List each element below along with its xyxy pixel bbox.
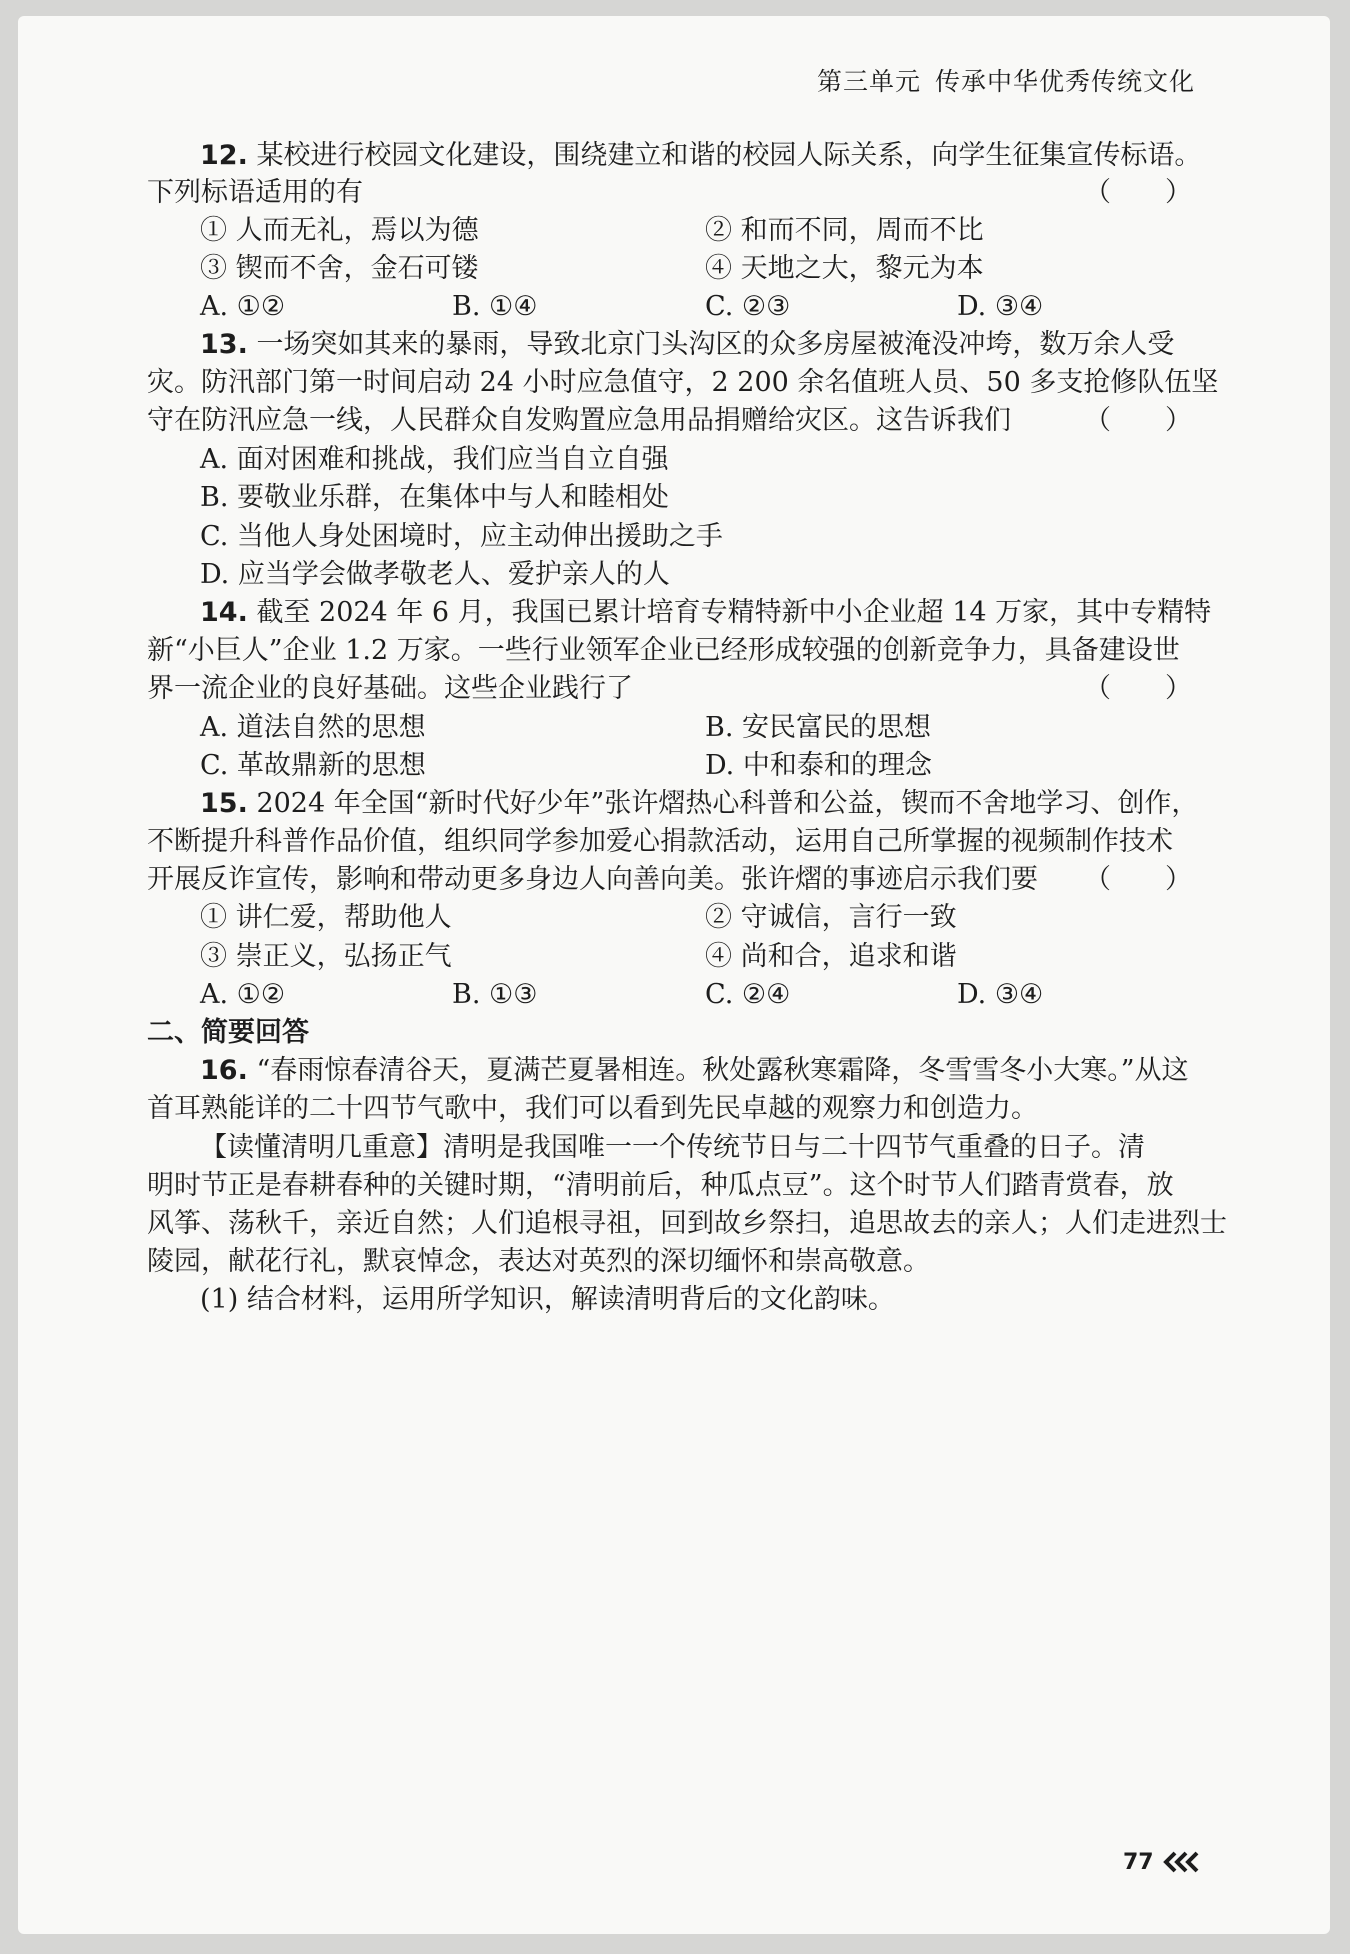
- q15-stem-line2: [147, 822, 1192, 862]
- page-number: 77: [1123, 1850, 1154, 1875]
- q16-subquestion-1: (1) 结合材料，运用所学知识，解读清明背后的文化韵味。: [200, 1284, 895, 1315]
- option-c: C. ②③: [705, 291, 791, 322]
- answer-blank: （ ）: [1084, 405, 1192, 436]
- q15-statements-row1: [200, 898, 1245, 938]
- q14-stem-line1: [200, 593, 1245, 633]
- q13-stem-line2: [147, 363, 1219, 403]
- statement-3: ③ 崇正义，弘扬正气: [200, 941, 452, 972]
- q12-stem-line1: [200, 136, 1245, 176]
- q16-stem-line1: [200, 1051, 1245, 1091]
- option-b: B. ①④: [452, 291, 538, 322]
- answer-blank: （ ）: [1084, 864, 1192, 895]
- option-d: D. ③④: [957, 291, 1044, 322]
- q15-stem-text: 2024 年全国“新时代好少年”张许熠热心科普和公益，锲而不舍地学习、创作，: [256, 788, 1199, 819]
- q13-option-c: C. 当他人身处困境时，应主动伸出援助之手: [200, 521, 723, 552]
- q15-stem-line3: [147, 860, 1192, 900]
- unit-title: 传承中华优秀传统文化: [934, 67, 1195, 96]
- triple-chevron-left-icon: [1163, 1851, 1203, 1873]
- q15-stem-text3: 开展反诈宣传，影响和带动更多身边人向善向美。张许熠的事迹启示我们要: [147, 864, 1038, 895]
- q14-stem-line3: [147, 669, 1192, 709]
- q13-stem-text3: 守在防汛应急一线，人民群众自发购置应急用品捐赠给灾区。这告诉我们: [147, 405, 1011, 436]
- statement-4: ④ 天地之大，黎元为本: [705, 253, 984, 284]
- statement-3: ③ 锲而不舍，金石可镂: [200, 253, 479, 284]
- q14-stem-text: 截至 2024 年 6 月，我国已累计培育专精特新中小企业超 14 万家，其中专精特: [256, 597, 1212, 628]
- option-b: B. ①③: [452, 979, 538, 1010]
- question-number: 14.: [200, 597, 248, 628]
- q14-options-row2: [200, 746, 1245, 786]
- question-number: 12.: [200, 140, 248, 171]
- q14-options-row1: [200, 708, 1245, 748]
- q16-material-line4: 陵园，献花行礼，默哀悼念，表达对英烈的深切缅怀和崇高敬意。: [147, 1246, 930, 1277]
- running-header: [817, 62, 1195, 98]
- q13-stem-text: 一场突如其来的暴雨，导致北京门头沟区的众多房屋被淹没冲垮，数万余人受: [256, 329, 1175, 360]
- answer-blank: （ ）: [1084, 673, 1192, 704]
- q13-stem-line1: [200, 325, 1245, 365]
- option-a: A. 道法自然的思想: [200, 712, 426, 743]
- q12-stem-text: 某校进行校园文化建设，围绕建立和谐的校园人际关系，向学生征集宣传标语。: [256, 140, 1202, 171]
- question-number: 15.: [200, 788, 248, 819]
- question-number: 13.: [200, 329, 248, 360]
- q16-material-line3: 风筝、荡秋千，亲近自然；人们追根寻祖，回到故乡祭扫，追思故去的亲人；人们走进烈士: [147, 1208, 1227, 1239]
- option-a: A. ①②: [200, 291, 286, 322]
- option-c: C. ②④: [705, 979, 791, 1010]
- q16-stem-text: “春雨惊春清谷天，夏满芒夏暑相连。秋处露秋寒霜降，冬雪雪冬小大寒。”从这: [256, 1055, 1189, 1086]
- question-number: 16.: [200, 1055, 248, 1086]
- q13-stem-line3: [147, 401, 1192, 441]
- q12-statements-row2: [200, 249, 1245, 289]
- q12-statements-row1: [200, 211, 1245, 251]
- statement-2: ② 和而不同，周而不比: [705, 215, 984, 246]
- option-b: B. 安民富民的思想: [705, 712, 932, 743]
- option-c: C. 革故鼎新的思想: [200, 750, 426, 781]
- q16-stem-line2: 首耳熟能详的二十四节气歌中，我们可以看到先民卓越的观察力和创造力。: [147, 1093, 1038, 1124]
- q14-stem-text2: 新“小巨人”企业 1.2 万家。一些行业领军企业已经形成较强的创新竞争力，具备建设世: [147, 635, 1180, 666]
- q13-option-a: A. 面对困难和挑战，我们应当自立自强: [200, 444, 669, 475]
- q15-statements-row2: [200, 937, 1245, 977]
- q12-stem-line2: [147, 173, 1192, 213]
- q16-material-line1: 【读懂清明几重意】清明是我国唯一一个传统节日与二十四节气重叠的日子。清: [200, 1132, 1145, 1163]
- q13-stem-text2: 灾。防汛部门第一时间启动 24 小时应急值守，2 200 余名值班人员、50 多支抢修队伍坚: [147, 367, 1219, 398]
- statement-4: ④ 尚和合，追求和谐: [705, 941, 957, 972]
- statement-1: ① 讲仁爱，帮助他人: [200, 902, 452, 933]
- statement-1: ① 人而无礼，焉以为德: [200, 215, 479, 246]
- q13-option-d: D. 应当学会做孝敬老人、爱护亲人的人: [200, 559, 670, 590]
- q13-option-b: B. 要敬业乐群，在集体中与人和睦相处: [200, 482, 670, 513]
- q15-stem-text2: 不断提升科普作品价值，组织同学参加爱心捐款活动，运用自己所掌握的视频制作技术: [147, 826, 1173, 857]
- q16-material-line2: 明时节正是春耕春种的关键时期，“清明前后，种瓜点豆”。这个时节人们踏青赏春，放: [147, 1170, 1174, 1201]
- q14-stem-text3: 界一流企业的良好基础。这些企业践行了: [147, 673, 633, 704]
- q14-stem-line2: [147, 631, 1192, 671]
- unit-label: 第三单元: [816, 67, 921, 96]
- statement-2: ② 守诚信，言行一致: [705, 902, 957, 933]
- answer-blank: （ ）: [1084, 177, 1192, 208]
- section-heading: 二、简要回答: [147, 1017, 309, 1048]
- option-d: D. 中和泰和的理念: [705, 750, 932, 781]
- option-a: A. ①②: [200, 979, 286, 1010]
- option-d: D. ③④: [957, 979, 1044, 1010]
- q15-stem-line1: [200, 784, 1245, 824]
- q12-stem-text2: 下列标语适用的有: [147, 177, 363, 208]
